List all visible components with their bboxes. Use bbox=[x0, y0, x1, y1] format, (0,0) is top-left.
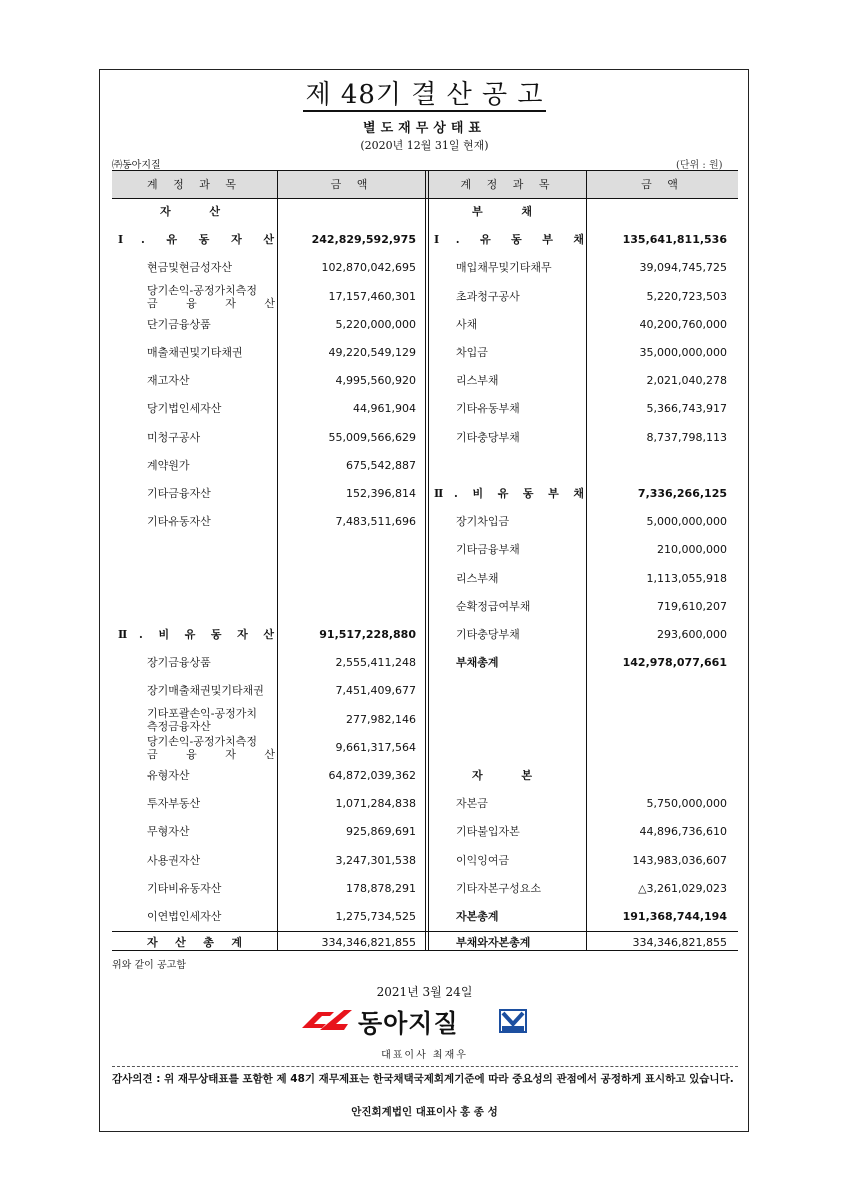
right-row bbox=[112, 847, 738, 875]
right-row bbox=[112, 226, 738, 254]
account-name: 사용권자산 bbox=[147, 853, 201, 867]
total-assets-amount: 334,346,821,855 bbox=[321, 936, 416, 949]
statement-subtitle: 별도재무상태표 bbox=[363, 121, 486, 136]
company-logo bbox=[300, 1002, 540, 1038]
right-row bbox=[112, 424, 738, 452]
account-name: 초과청구공사 bbox=[456, 289, 520, 303]
amount-cell: 2,555,411,248 bbox=[335, 656, 416, 670]
right-row bbox=[112, 818, 738, 846]
account-name-line2: 금 융 자 산 bbox=[147, 296, 275, 310]
amount-cell: 277,982,146 bbox=[346, 712, 416, 726]
logo-wordmark: 동아지질 bbox=[358, 1009, 459, 1038]
account-name: 기타충당부채 bbox=[456, 430, 520, 444]
amount-cell: 49,220,549,129 bbox=[328, 346, 416, 359]
right-row bbox=[112, 311, 738, 339]
right-row bbox=[112, 480, 738, 508]
account-name: 기타포괄손익-공정가치 bbox=[147, 706, 257, 720]
account-name: 장기금융상품 bbox=[147, 656, 211, 670]
account-name: 당기손익-공정가치측정 bbox=[147, 734, 257, 748]
right-row bbox=[112, 593, 738, 621]
unit-label: (단위 : 원) bbox=[676, 160, 723, 171]
account-name: 기타금융부채 bbox=[456, 543, 520, 557]
amount-cell: 5,750,000,000 bbox=[646, 797, 727, 811]
right-row bbox=[112, 254, 738, 282]
account-name: 순확정급여부채 bbox=[456, 599, 531, 613]
amount-cell: 1,275,734,525 bbox=[335, 910, 416, 923]
publish-date: 2021년 3월 24일 bbox=[376, 985, 473, 999]
amount-cell: 242,829,592,975 bbox=[311, 233, 416, 247]
account-name: 장기매출채권및기타채권 bbox=[147, 684, 264, 698]
amount-cell: 210,000,000 bbox=[657, 543, 727, 557]
account-name: Ⅰ. 유 동 자 산 bbox=[118, 233, 274, 247]
account-name-line2: 측정금융자산 bbox=[147, 719, 211, 733]
account-name-line2: 금 융 자 산 bbox=[147, 747, 275, 761]
account-name: 재고자산 bbox=[147, 374, 190, 388]
company-label: ㈜동아지질 bbox=[112, 160, 161, 171]
amount-cell: △3,261,029,023 bbox=[638, 881, 727, 895]
amount-cell: 35,000,000,000 bbox=[639, 346, 727, 359]
account-name: 당기손익-공정가치측정 bbox=[147, 283, 257, 297]
amount-cell: 5,000,000,000 bbox=[646, 515, 727, 529]
amount-cell: 17,157,460,301 bbox=[328, 289, 416, 303]
account-name: 기타비유동자산 bbox=[147, 881, 222, 895]
account-name: 매출채권및기타채권 bbox=[147, 346, 243, 359]
account-name: 기타금융자산 bbox=[147, 487, 211, 500]
section-heading: 자 산 bbox=[160, 205, 220, 218]
amount-cell: 7,451,409,677 bbox=[335, 684, 416, 698]
amount-cell: 9,661,317,564 bbox=[335, 740, 416, 754]
right-row bbox=[112, 565, 738, 593]
account-name: Ⅱ. 비 유 동 부 채 bbox=[434, 487, 584, 500]
amount-cell: 64,872,039,362 bbox=[328, 769, 416, 782]
amount-cell: 7,483,511,696 bbox=[335, 515, 416, 529]
amount-cell: 143,983,036,607 bbox=[632, 853, 727, 867]
right-row bbox=[112, 621, 738, 649]
totals-row bbox=[112, 931, 738, 953]
amount-cell: 55,009,566,629 bbox=[328, 430, 416, 444]
total-assets-label: 자 산 총 계 bbox=[147, 936, 242, 949]
subtotal-label: 자본총계 bbox=[456, 910, 499, 923]
account-name: 기타자본구성요소 bbox=[456, 881, 542, 895]
amount-cell: 8,737,798,113 bbox=[646, 430, 727, 444]
amount-cell: 293,600,000 bbox=[657, 628, 727, 641]
account-name: 유형자산 bbox=[147, 769, 190, 782]
account-name: 단기금융상품 bbox=[147, 317, 211, 331]
amount-cell: 7,336,266,125 bbox=[637, 487, 727, 500]
amount-cell: 191,368,744,194 bbox=[622, 910, 727, 923]
header-amount-left: 금 액 bbox=[330, 178, 374, 191]
account-name: 매입채무및기타채무 bbox=[456, 261, 552, 275]
amount-cell: 925,869,691 bbox=[346, 825, 416, 839]
right-row bbox=[112, 706, 738, 734]
amount-cell: 1,113,055,918 bbox=[646, 571, 727, 585]
amount-cell: 142,978,077,661 bbox=[622, 656, 727, 670]
account-name: 현금및현금성자산 bbox=[147, 261, 233, 275]
account-name: Ⅱ. 비 유 동 자 산 bbox=[118, 628, 274, 641]
right-row bbox=[112, 762, 738, 790]
auditor-name: 안진회계법인 대표이사 홍 종 성 bbox=[351, 1106, 498, 1118]
right-row bbox=[112, 452, 738, 480]
amount-cell: 1,071,284,838 bbox=[335, 797, 416, 811]
right-row bbox=[112, 339, 738, 367]
amount-cell: 5,220,723,503 bbox=[646, 289, 727, 303]
account-name: 무형자산 bbox=[147, 825, 190, 839]
amount-cell: 44,896,736,610 bbox=[639, 825, 727, 839]
section-heading: 부 채 bbox=[472, 205, 532, 218]
right-row bbox=[112, 677, 738, 705]
right-row bbox=[112, 508, 738, 536]
divider bbox=[112, 1066, 738, 1067]
amount-cell: 102,870,042,695 bbox=[321, 261, 416, 275]
account-name: 투자부동산 bbox=[147, 797, 201, 811]
audit-opinion: 감사의견 : 위 재무상태표를 포함한 제 48기 재무제표는 한국채택국제회계기준에 따라 중요성의 관점에서 공정하게 표시하고 있습니다. bbox=[112, 1073, 734, 1085]
amount-cell: 135,641,811,536 bbox=[622, 233, 727, 247]
amount-cell: 3,247,301,538 bbox=[335, 853, 416, 867]
right-row bbox=[112, 198, 738, 226]
right-row bbox=[112, 875, 738, 903]
right-row bbox=[112, 395, 738, 423]
right-row bbox=[112, 367, 738, 395]
balance-sheet-table bbox=[112, 170, 738, 951]
notice-text: 위와 같이 공고함 bbox=[112, 960, 186, 971]
account-name: 기타불입자본 bbox=[456, 825, 520, 839]
total-liab-equity-amount: 334,346,821,855 bbox=[632, 936, 727, 949]
right-row bbox=[112, 790, 738, 818]
amount-cell: 2,021,040,278 bbox=[646, 374, 727, 388]
as-of-date: (2020년 12월 31일 현재) bbox=[360, 139, 489, 152]
amount-cell: 39,094,745,725 bbox=[639, 261, 727, 275]
account-name: 기타유동부채 bbox=[456, 402, 520, 416]
amount-cell: 719,610,207 bbox=[657, 599, 727, 613]
account-name: 장기차입금 bbox=[456, 515, 510, 529]
subtotal-label: 부채총계 bbox=[456, 656, 499, 670]
section-heading: 자 본 bbox=[472, 769, 532, 782]
account-name: 당기법인세자산 bbox=[147, 402, 222, 416]
account-name: 자본금 bbox=[456, 797, 488, 811]
page-title: 제 48기 결 산 공 고 bbox=[305, 80, 544, 110]
header-account-left: 계 정 과 목 bbox=[147, 178, 242, 191]
account-name: 이익잉여금 bbox=[456, 853, 510, 867]
amount-cell: 91,517,228,880 bbox=[319, 628, 416, 641]
account-name: 리스부채 bbox=[456, 374, 499, 388]
total-liab-equity-label: 부채와자본총계 bbox=[456, 936, 531, 949]
ceo-name: 대표이사 최재우 bbox=[381, 1050, 468, 1061]
header-amount-right: 금 액 bbox=[641, 178, 684, 191]
account-name: 차입금 bbox=[456, 346, 488, 359]
account-name: 리스부채 bbox=[456, 571, 499, 585]
right-row bbox=[112, 649, 738, 677]
account-name: 계약원가 bbox=[147, 458, 190, 472]
amount-cell: 44,961,904 bbox=[353, 402, 416, 416]
amount-cell: 5,366,743,917 bbox=[646, 402, 727, 416]
header-account-right: 계 정 과 목 bbox=[460, 178, 556, 191]
account-name: Ⅰ. 유 동 부 채 bbox=[434, 233, 584, 247]
amount-cell: 4,995,560,920 bbox=[335, 374, 416, 388]
right-row bbox=[112, 734, 738, 762]
right-row bbox=[112, 283, 738, 311]
account-name: 사채 bbox=[456, 317, 478, 331]
amount-cell: 178,878,291 bbox=[346, 881, 416, 895]
amount-cell: 152,396,814 bbox=[346, 487, 416, 500]
account-name: 기타충당부채 bbox=[456, 628, 520, 641]
right-row bbox=[112, 536, 738, 564]
right-row bbox=[112, 903, 738, 931]
account-name: 이연법인세자산 bbox=[147, 910, 222, 923]
amount-cell: 675,542,887 bbox=[346, 458, 416, 472]
amount-cell: 40,200,760,000 bbox=[639, 317, 727, 331]
amount-cell: 5,220,000,000 bbox=[335, 317, 416, 331]
account-name: 미청구공사 bbox=[147, 430, 201, 444]
account-name: 기타유동자산 bbox=[147, 515, 211, 529]
